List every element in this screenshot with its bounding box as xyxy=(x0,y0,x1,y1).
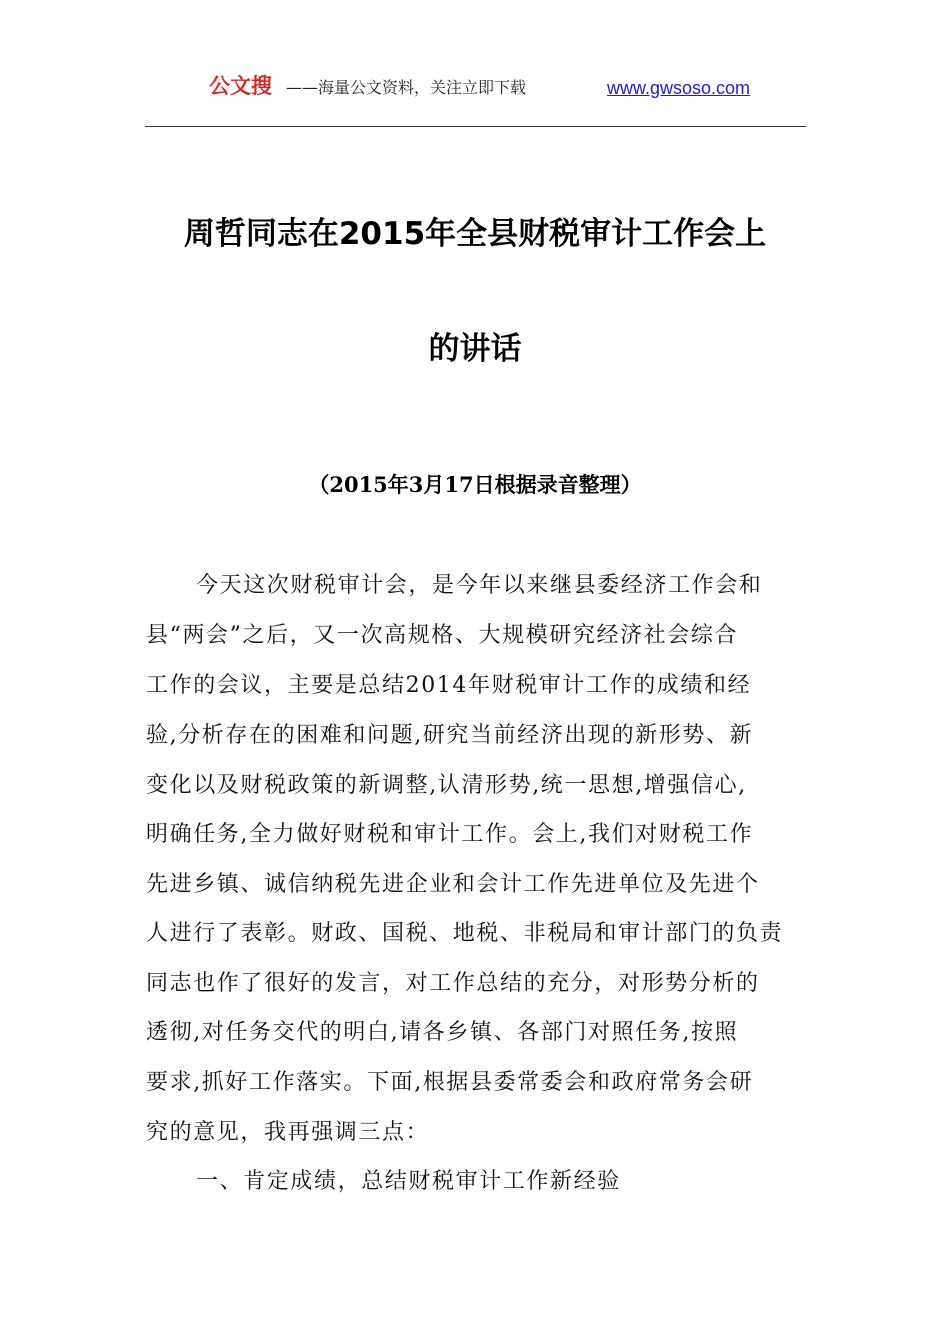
section-heading: 一、肯定成绩，总结财税审计工作新经验 xyxy=(196,1169,621,1194)
body-line: 工作的会议，主要是总结2014年财税审计工作的成绩和经 xyxy=(146,673,752,698)
body-line: 先进乡镇、诚信纳税先进企业和会计工作先进单位及先进个 xyxy=(146,872,760,897)
body-line: 人进行了表彰。财政、国税、地税、非税局和审计部门的负责 xyxy=(146,921,784,946)
website-link[interactable]: www.gwsoso.com xyxy=(607,78,751,98)
body-line: 究的意见，我再强调三点： xyxy=(146,1120,430,1145)
document-title-line-1: 周哲同志在2015年全县财税审计工作会上 xyxy=(183,216,767,252)
body-line: 要求,抓好工作落实。下面,根据县委常委会和政府常务会研 xyxy=(146,1070,754,1095)
body-line: 变化以及财税政策的新调整,认清形势,统一思想,增强信心, xyxy=(146,773,747,798)
body-line: 透彻,对任务交代的明白,请各乡镇、各部门对照任务,按照 xyxy=(146,1020,739,1045)
body-line: 今天这次财税审计会，是今年以来继县委经济工作会和 xyxy=(196,573,763,598)
document-subtitle: （2015年3月17日根据录音整理） xyxy=(308,472,642,497)
page-header xyxy=(0,70,950,106)
header-tagline: ——海量公文资料，关注立即下载 xyxy=(286,78,527,97)
header-divider xyxy=(145,126,806,127)
body-line: 验,分析存在的困难和问题,研究当前经济出现的新形势、新 xyxy=(146,723,754,748)
brand-logo: 公文搜 xyxy=(209,74,272,98)
body-line: 同志也作了很好的发言，对工作总结的充分，对形势分析的 xyxy=(146,971,760,996)
body-line: 县“两会”之后，又一次高规格、大规模研究经济社会综合 xyxy=(146,623,739,648)
document-title-line-2: 的讲话 xyxy=(428,331,522,367)
body-line: 明确任务,全力做好财税和审计工作。会上,我们对财税工作 xyxy=(146,822,754,847)
